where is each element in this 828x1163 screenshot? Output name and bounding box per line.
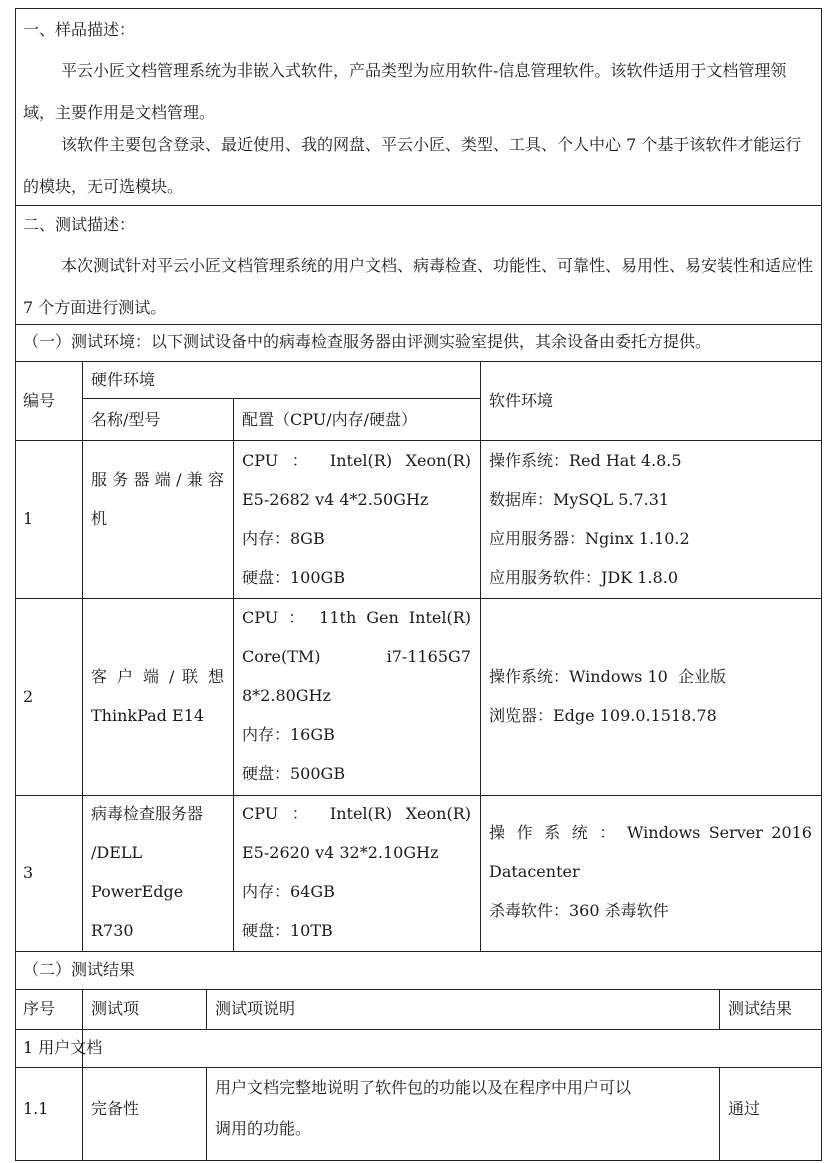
env-row-2-id: 2 bbox=[23, 687, 34, 706]
env-header-software: 软件环境 bbox=[489, 391, 554, 410]
env-header-config: 配置（CPU/内存/硬盘） bbox=[242, 410, 417, 429]
results-row-description-line: 调用的功能。 bbox=[215, 1119, 312, 1138]
section-heading-sample: 一、样品描述： bbox=[23, 20, 136, 39]
divider bbox=[15, 1029, 822, 1030]
divider bbox=[15, 361, 822, 362]
env-header-name-model: 名称/型号 bbox=[91, 410, 161, 429]
env-row-2-disk: 硬盘：500GB bbox=[242, 764, 346, 783]
results-section-label: 1 用户文档 bbox=[23, 1038, 103, 1057]
env-row-3-cpu bbox=[242, 803, 471, 825]
env-row-2-cpu-line: 8*2.80GHz bbox=[242, 686, 331, 705]
env-row-3-software: Datacenter bbox=[489, 862, 580, 881]
section-heading-test: 二、测试描述： bbox=[23, 215, 136, 234]
sample-description-paragraph-2: 该软件主要包含登录、最近使用、我的网盘、平云小匠、类型、工具、个人中心 7 个基于该软件才能运行的模块，无可选模块。 bbox=[23, 135, 802, 196]
env-row-1-software: 应用服务软件：JDK 1.8.0 bbox=[489, 568, 678, 587]
env-row-3-name-line: /DELL bbox=[91, 843, 143, 862]
results-row-result: 通过 bbox=[728, 1099, 761, 1118]
env-row-3-name-line: PowerEdge bbox=[91, 882, 184, 901]
env-row-1-cpu bbox=[242, 450, 471, 472]
divider bbox=[15, 440, 822, 441]
env-row-3-cpu-line: CPU ： Intel(R) Xeon(R) bbox=[242, 804, 471, 823]
env-row-3-software: 杀毒软件：360 杀毒软件 bbox=[489, 901, 669, 920]
env-row-2-cpu-line: CPU ： 11th Gen Intel(R) bbox=[242, 608, 471, 627]
env-row-1-name bbox=[91, 469, 224, 491]
env-row-1-software: 数据库：MySQL 5.7.31 bbox=[489, 490, 670, 509]
env-row-1-disk: 硬盘：100GB bbox=[242, 568, 346, 587]
env-row-2-software: 操作系统：Windows 10 企业版 bbox=[489, 667, 726, 686]
results-row-seq: 1.1 bbox=[23, 1099, 49, 1118]
divider bbox=[719, 1067, 720, 1161]
env-row-2-memory: 内存：16GB bbox=[242, 725, 335, 744]
env-row-3-id: 3 bbox=[23, 863, 34, 882]
divider bbox=[82, 989, 83, 1161]
env-row-3-name-line: R730 bbox=[91, 921, 134, 940]
env-row-3-memory: 内存：64GB bbox=[242, 882, 335, 901]
env-row-2-cpu-line: Core(TM) i7-1165G7 bbox=[242, 647, 471, 666]
results-header-seq: 序号 bbox=[23, 999, 56, 1018]
divider bbox=[15, 598, 822, 599]
divider bbox=[82, 398, 480, 399]
env-row-2-name-line: 客 户 端 / 联 想 bbox=[91, 667, 224, 686]
env-row-1-software: 操作系统：Red Hat 4.8.5 bbox=[489, 451, 682, 470]
divider bbox=[719, 989, 720, 1029]
test-description-paragraph: 本次测试针对平云小匠文档管理系统的用户文档、病毒检查、功能性、可靠性、易用性、易安装性和适应性 7 个方面进行测试。 bbox=[23, 256, 814, 317]
env-row-3-software bbox=[489, 822, 812, 844]
divider bbox=[15, 951, 822, 952]
env-header-hardware: 硬件环境 bbox=[91, 370, 156, 389]
test-results-heading: （二）测试结果 bbox=[23, 960, 136, 979]
results-header-item: 测试项 bbox=[91, 999, 140, 1018]
results-header-result: 测试结果 bbox=[728, 999, 793, 1018]
divider bbox=[15, 795, 822, 796]
results-row-description-line: 用户文档完整地说明了软件包的功能以及在程序中用户可以 bbox=[215, 1078, 632, 1097]
env-row-1-id: 1 bbox=[23, 509, 34, 528]
divider bbox=[15, 1067, 822, 1068]
results-row-item: 完备性 bbox=[91, 1099, 140, 1118]
divider bbox=[206, 989, 207, 1029]
env-row-3-software-line: 操 作 系 统 ： Windows Server 2016 bbox=[489, 823, 812, 842]
env-row-3-disk: 硬盘：10TB bbox=[242, 921, 333, 940]
divider bbox=[206, 1067, 207, 1161]
env-row-3-name-line: 病毒检查服务器 bbox=[91, 804, 204, 823]
env-row-2-cpu bbox=[242, 646, 471, 668]
divider bbox=[480, 361, 481, 951]
env-row-1-cpu-line: E5-2682 v4 4*2.50GHz bbox=[242, 490, 429, 509]
env-row-1-name-line: 机 bbox=[91, 509, 108, 528]
env-row-2-cpu bbox=[242, 607, 471, 629]
divider bbox=[233, 398, 234, 951]
divider bbox=[82, 361, 83, 951]
divider bbox=[15, 989, 822, 990]
env-row-2-name bbox=[91, 666, 224, 688]
test-environment-heading: （一）测试环境：以下测试设备中的病毒检查服务器由评测实验室提供，其余设备由委托方提供。 bbox=[23, 332, 712, 351]
env-row-1-cpu-line: CPU ： Intel(R) Xeon(R) bbox=[242, 451, 471, 470]
results-header-description: 测试项说明 bbox=[215, 999, 296, 1018]
env-row-1-name-line: 服务器端/兼容 bbox=[91, 470, 224, 489]
sample-description-paragraph-1: 平云小匠文档管理系统为非嵌入式软件，产品类型为应用软件-信息管理软件。该软件适用于文档管理领域，主要作用是文档管理。 bbox=[23, 61, 787, 122]
env-row-2-name-line: ThinkPad E14 bbox=[91, 706, 205, 725]
env-row-1-software: 应用服务器：Nginx 1.10.2 bbox=[489, 529, 690, 548]
env-header-number: 编号 bbox=[23, 391, 56, 410]
env-row-2-software: 浏览器：Edge 109.0.1518.78 bbox=[489, 706, 717, 725]
env-row-1-memory: 内存：8GB bbox=[242, 529, 325, 548]
env-row-3-cpu-line: E5-2620 v4 32*2.10GHz bbox=[242, 843, 439, 862]
